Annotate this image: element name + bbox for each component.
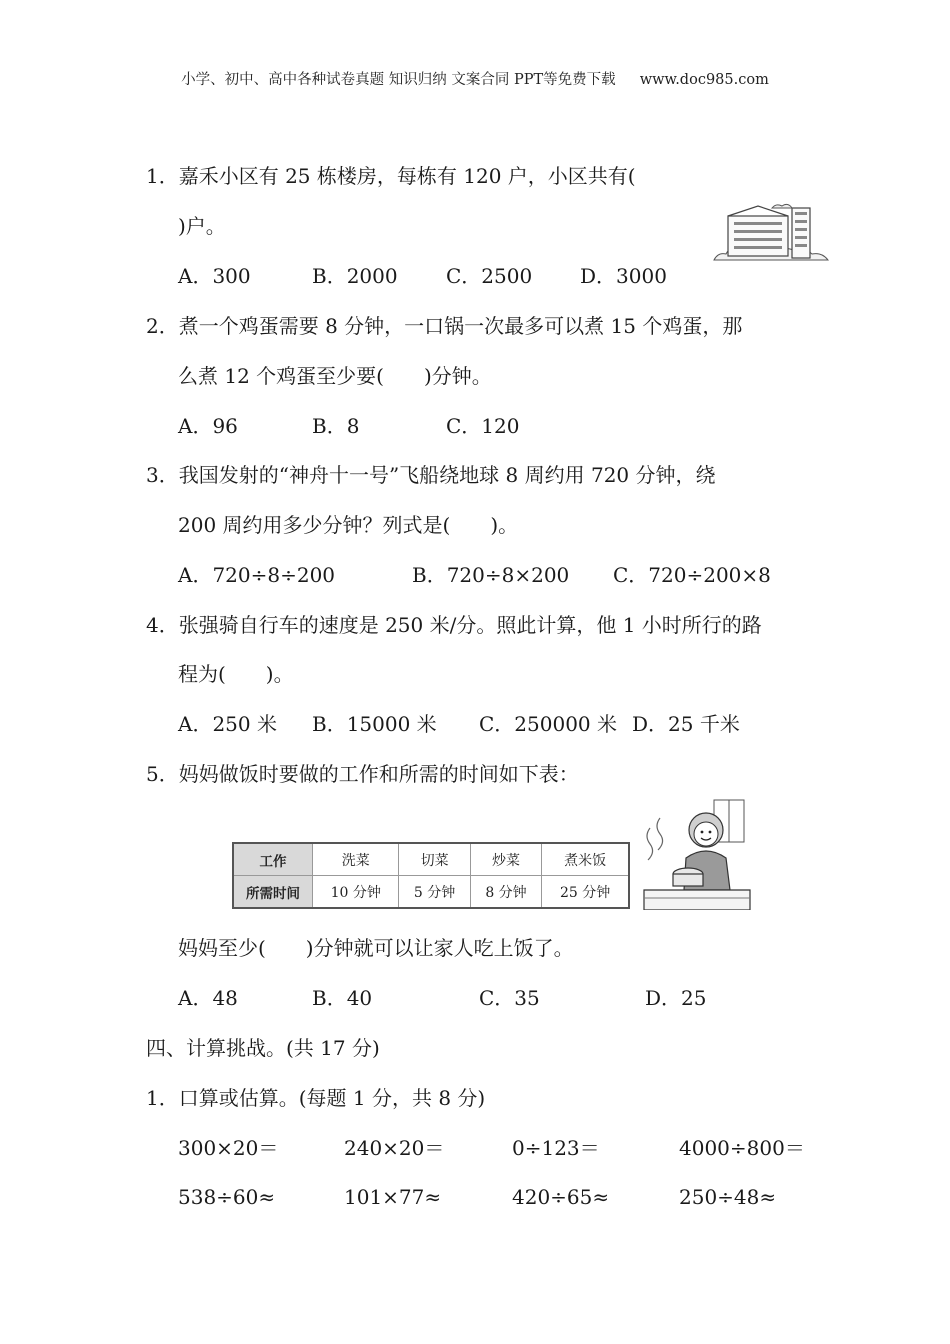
section-4-sub1: 1．口算或估算。(每题 1 分，共 8 分) [146, 1086, 486, 1110]
calc-item: 420÷65≈ [512, 1185, 610, 1209]
calc-item: 300×20＝ [178, 1136, 279, 1160]
q3-line2: 200 周约用多少分钟？列式是( )。 [178, 513, 519, 537]
header-url[interactable]: www.doc985.com [639, 72, 769, 88]
calc-item: 240×20＝ [344, 1136, 445, 1160]
q5-line1: 5．妈妈做饭时要做的工作和所需的时间如下表： [146, 762, 579, 786]
table-cell-time: 25 分钟 [542, 876, 629, 909]
table-cell-time: 8 分钟 [470, 876, 541, 909]
table-head-time: 所需时间 [233, 876, 313, 909]
calc-item: 538÷60≈ [178, 1185, 276, 1209]
table-cell-time: 5 分钟 [399, 876, 470, 909]
q4-line1: 4．张强骑自行车的速度是 250 米/分。照此计算，他 1 小时所行的路 [146, 613, 762, 637]
calc-item: 0÷123＝ [512, 1136, 600, 1160]
q5-line2: 妈妈至少( )分钟就可以让家人吃上饭了。 [178, 936, 574, 960]
table-cell-task: 炒菜 [470, 843, 541, 876]
section-4-title: 四、计算挑战。(共 17 分) [146, 1036, 380, 1060]
apartment-buildings-illustration [712, 200, 830, 264]
q3-option-a: A．720÷8÷200 [178, 563, 336, 587]
q4-option-d: D．25 千米 [632, 712, 740, 736]
q2-option-b: B．8 [312, 414, 360, 438]
q4-option-c: C．250000 米 [479, 712, 618, 736]
page-header [0, 68, 950, 89]
q2-option-a: A．96 [178, 414, 238, 438]
q3-option-c: C．720÷200×8 [613, 563, 771, 587]
q5-option-c: C．35 [479, 986, 540, 1010]
calc-item: 101×77≈ [344, 1185, 442, 1209]
q2-option-c: C．120 [446, 414, 520, 438]
mother-cooking-illustration [640, 798, 754, 910]
q2-line2: 么煮 12 个鸡蛋至少要( )分钟。 [178, 364, 492, 388]
table-head-work: 工作 [233, 843, 313, 876]
q1-line1: 1．嘉禾小区有 25 栋楼房，每栋有 120 户，小区共有( [146, 164, 636, 188]
table-row [233, 876, 629, 909]
table-cell-time: 10 分钟 [313, 876, 399, 909]
header-text: 小学、初中、高中各种试卷真题 知识归纳 文案合同 PPT等免费下载 [181, 72, 616, 88]
calc-item: 4000÷800＝ [679, 1136, 805, 1160]
q1-option-b: B．2000 [312, 264, 398, 288]
table-cell-task: 洗菜 [313, 843, 399, 876]
calc-item: 250÷48≈ [679, 1185, 777, 1209]
q5-option-d: D．25 [645, 986, 707, 1010]
q5-option-b: B．40 [312, 986, 373, 1010]
q1-option-d: D．3000 [580, 264, 667, 288]
q4-line2: 程为( )。 [178, 662, 294, 686]
table-cell-task: 切菜 [399, 843, 470, 876]
q4-option-b: B．15000 米 [312, 712, 437, 736]
q1-option-a: A．300 [178, 264, 251, 288]
q3-line1: 3．我国发射的“神舟十一号”飞船绕地球 8 周约用 720 分钟，绕 [146, 463, 716, 487]
q2-line1: 2．煮一个鸡蛋需要 8 分钟，一口锅一次最多可以煮 15 个鸡蛋，那 [146, 314, 743, 338]
q4-option-a: A．250 米 [178, 712, 277, 736]
table-cell-task: 煮米饭 [542, 843, 629, 876]
cooking-time-table [232, 842, 630, 909]
q3-option-b: B．720÷8×200 [412, 563, 570, 587]
q1-line2: )户。 [178, 214, 226, 238]
table-row [233, 843, 629, 876]
q5-option-a: A．48 [178, 986, 238, 1010]
q1-option-c: C．2500 [446, 264, 533, 288]
